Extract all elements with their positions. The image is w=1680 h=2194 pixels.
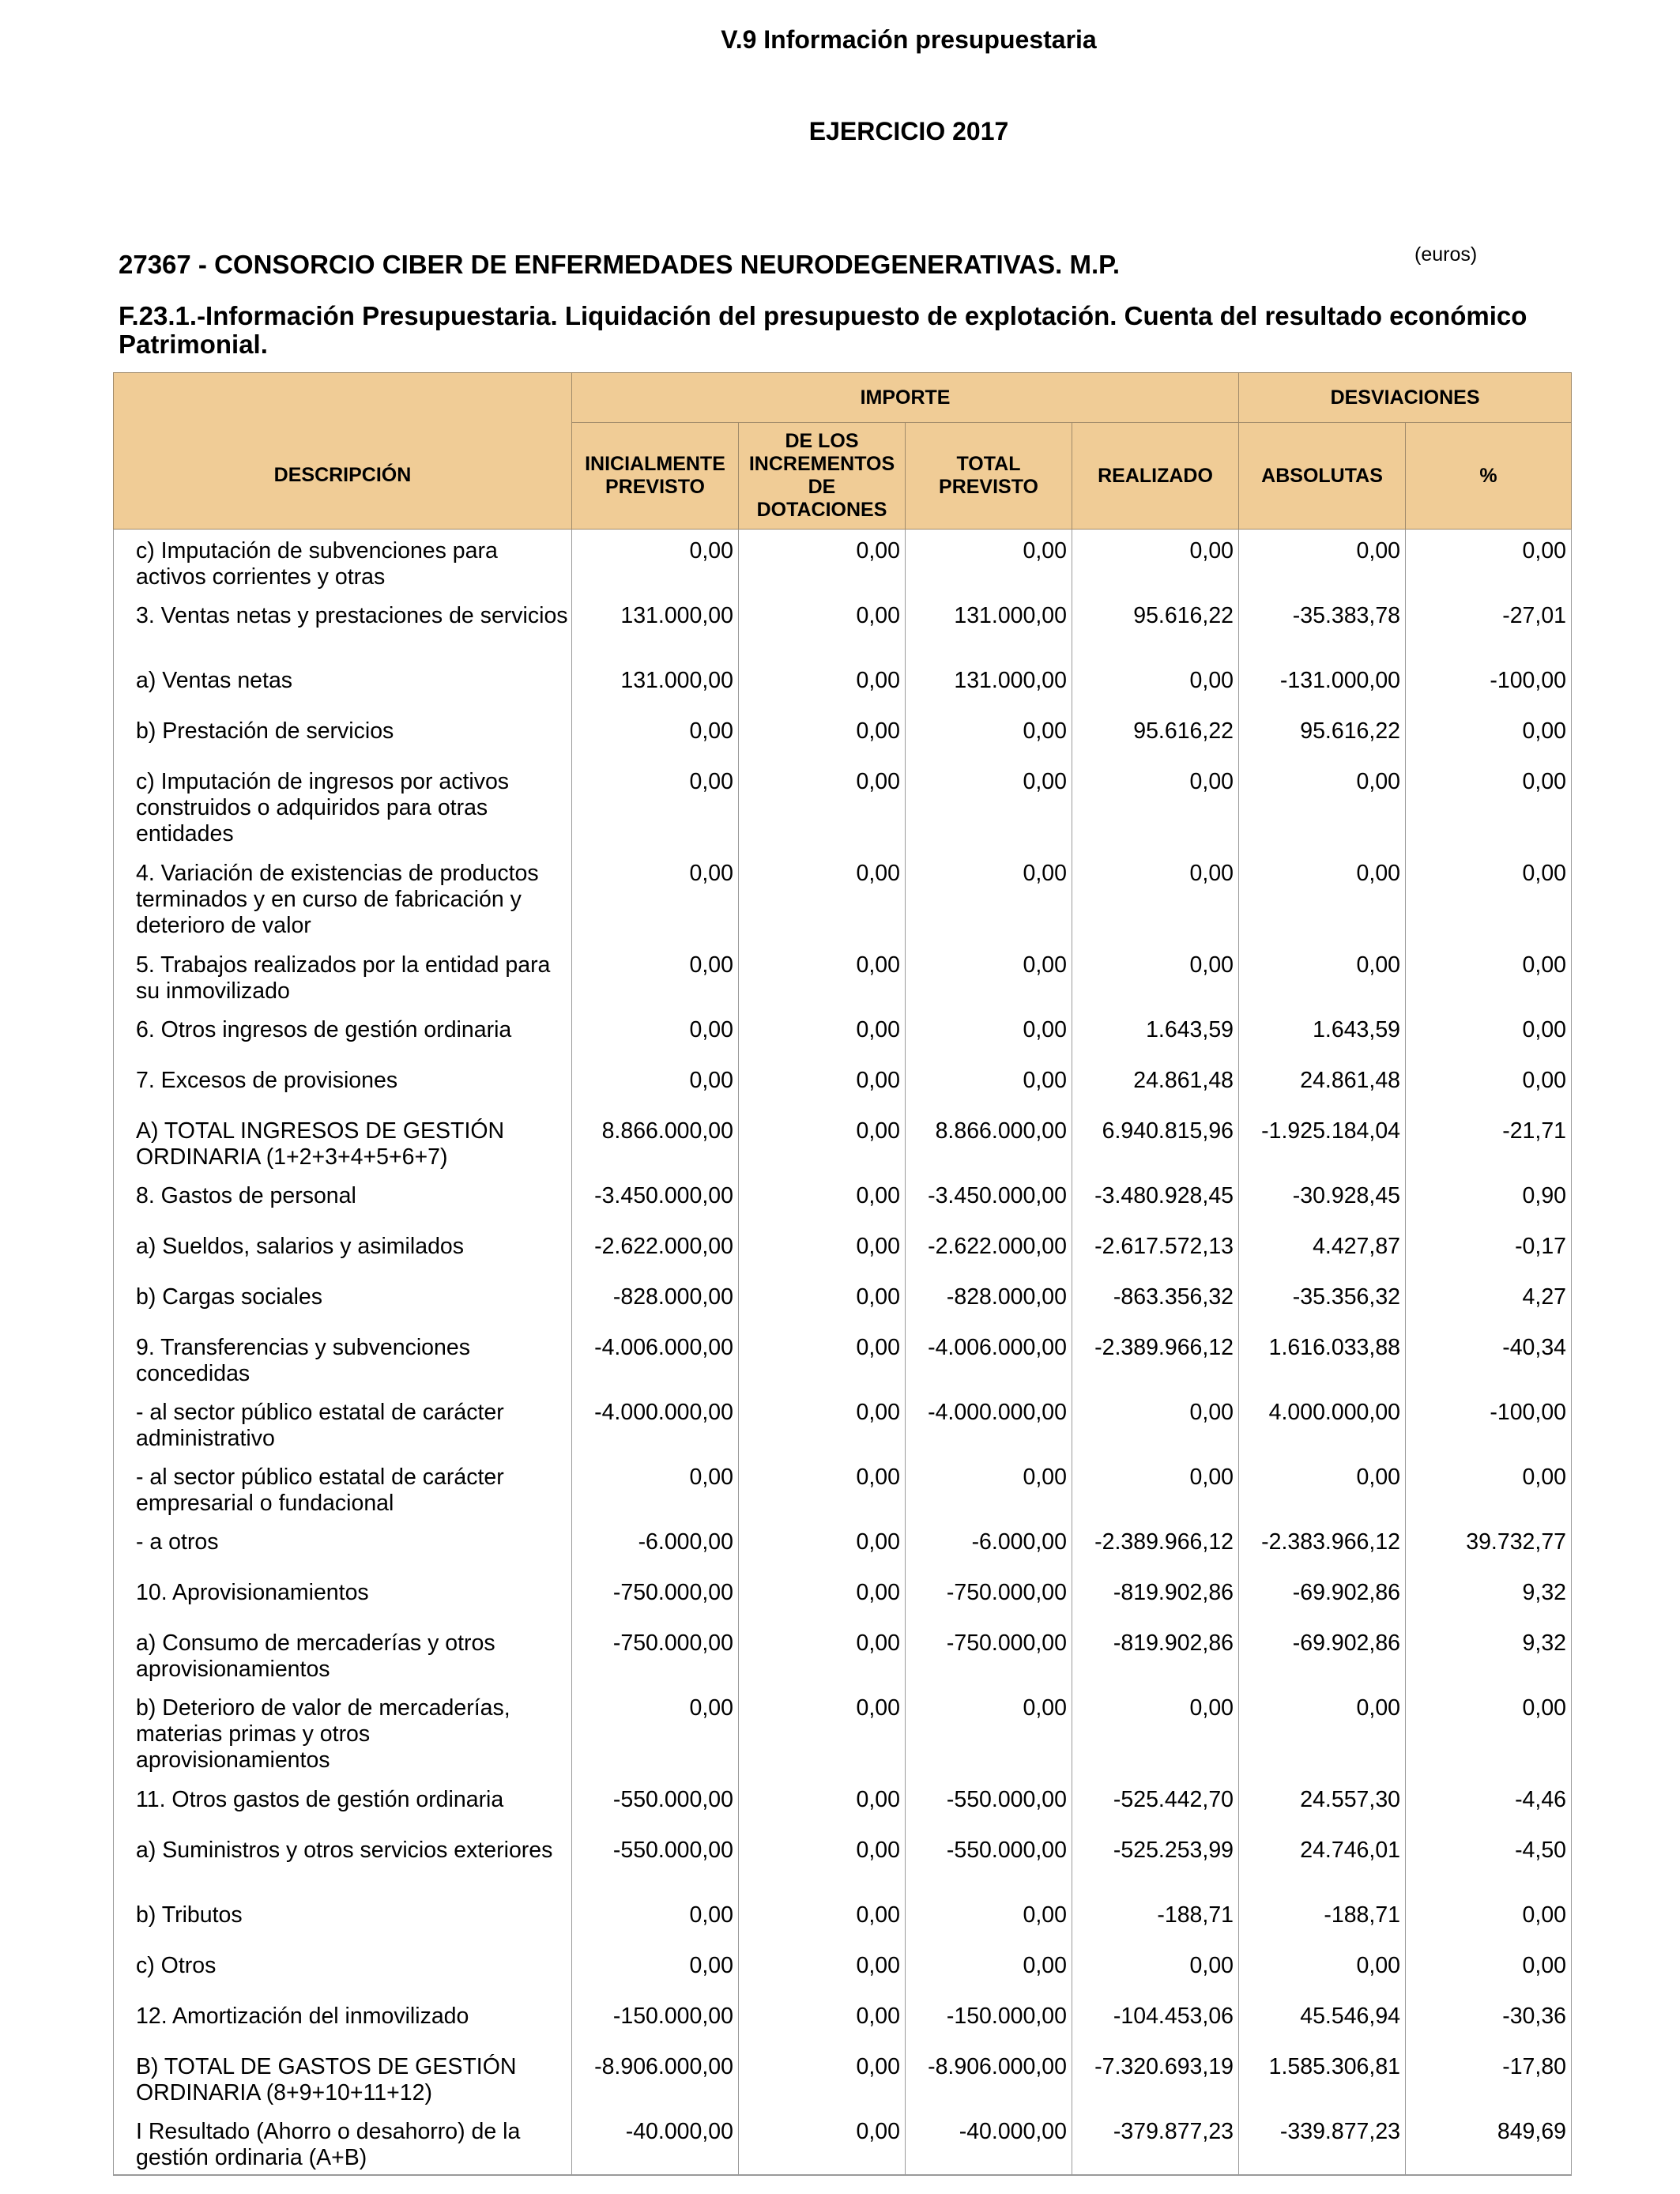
- header-corner: [114, 373, 572, 423]
- cell-realizado: 0,00: [1072, 1391, 1239, 1456]
- cell-inicialmente-previsto: -750.000,00: [572, 1622, 739, 1687]
- cell-realizado: 0,00: [1072, 530, 1239, 594]
- cell-inicialmente-previsto: 0,00: [572, 1687, 739, 1778]
- cell-incrementos: 0,00: [739, 2110, 906, 2175]
- cell-total-previsto: 131.000,00: [906, 659, 1072, 710]
- table-row: [114, 852, 1572, 944]
- section-title: V.9 Información presupuestaria: [721, 25, 1097, 54]
- table-row: [114, 944, 1572, 1008]
- cell-incrementos: 0,00: [739, 710, 906, 760]
- cell-inicialmente-previsto: 0,00: [572, 944, 739, 1008]
- cell-percent: -100,00: [1406, 1391, 1572, 1456]
- cell-incrementos: 0,00: [739, 760, 906, 852]
- table-row: [114, 1829, 1572, 1894]
- report-subtitle: F.23.1.-Información Presupuestaria. Liquidación del presupuesto de explotación. Cuenta del resultado económico Patrimonial.: [119, 301, 1527, 359]
- cell-percent: 0,00: [1406, 1894, 1572, 1944]
- row-description: 11. Otros gastos de gestión ordinaria: [114, 1778, 572, 1829]
- cell-absolutas: 0,00: [1239, 1687, 1406, 1778]
- row-description: 7. Excesos de provisiones: [114, 1059, 572, 1110]
- cell-total-previsto: 0,00: [906, 1008, 1072, 1059]
- row-description: 6. Otros ingresos de gestión ordinaria: [114, 1008, 572, 1059]
- row-description: a) Ventas netas: [114, 659, 572, 710]
- cell-percent: 4,27: [1406, 1276, 1572, 1326]
- row-description: I Resultado (Ahorro o desahorro) de la gestión ordinaria (A+B): [114, 2110, 572, 2175]
- row-description: c) Imputación de ingresos por activos construidos o adquiridos para otras entidades: [114, 760, 572, 852]
- cell-total-previsto: -750.000,00: [906, 1622, 1072, 1687]
- row-description: a) Suministros y otros servicios exteriores: [114, 1829, 572, 1894]
- cell-absolutas: 24.861,48: [1239, 1059, 1406, 1110]
- cell-inicialmente-previsto: 0,00: [572, 852, 739, 944]
- cell-inicialmente-previsto: 0,00: [572, 1894, 739, 1944]
- cell-incrementos: 0,00: [739, 1622, 906, 1687]
- cell-absolutas: 0,00: [1239, 1944, 1406, 1995]
- cell-absolutas: 0,00: [1239, 944, 1406, 1008]
- cell-total-previsto: 0,00: [906, 852, 1072, 944]
- cell-incrementos: 0,00: [739, 1059, 906, 1110]
- cell-percent: -0,17: [1406, 1225, 1572, 1276]
- cell-absolutas: -35.356,32: [1239, 1276, 1406, 1326]
- table-body: [114, 530, 1572, 2175]
- cell-incrementos: 0,00: [739, 1391, 906, 1456]
- row-description: c) Imputación de subvenciones para activos corrientes y otras: [114, 530, 572, 594]
- cell-realizado: 0,00: [1072, 760, 1239, 852]
- cell-absolutas: 0,00: [1239, 852, 1406, 944]
- cell-inicialmente-previsto: 0,00: [572, 1008, 739, 1059]
- table-row: [114, 1894, 1572, 1944]
- cell-percent: -27,01: [1406, 594, 1572, 659]
- cell-incrementos: 0,00: [739, 1829, 906, 1894]
- cell-inicialmente-previsto: -150.000,00: [572, 1995, 739, 2045]
- cell-inicialmente-previsto: 0,00: [572, 530, 739, 594]
- row-description: b) Prestación de servicios: [114, 710, 572, 760]
- cell-total-previsto: -550.000,00: [906, 1778, 1072, 1829]
- cell-realizado: 6.940.815,96: [1072, 1110, 1239, 1174]
- cell-incrementos: 0,00: [739, 1687, 906, 1778]
- table-row: [114, 760, 1572, 852]
- cell-inicialmente-previsto: -550.000,00: [572, 1829, 739, 1894]
- cell-absolutas: 0,00: [1239, 530, 1406, 594]
- cell-incrementos: 0,00: [739, 1174, 906, 1225]
- cell-realizado: -525.442,70: [1072, 1778, 1239, 1829]
- cell-realizado: 0,00: [1072, 1944, 1239, 1995]
- table-row: [114, 1391, 1572, 1456]
- cell-inicialmente-previsto: -40.000,00: [572, 2110, 739, 2175]
- cell-percent: 39.732,77: [1406, 1521, 1572, 1571]
- row-description: 10. Aprovisionamientos: [114, 1571, 572, 1622]
- cell-percent: 849,69: [1406, 2110, 1572, 2175]
- cell-total-previsto: 0,00: [906, 710, 1072, 760]
- cell-total-previsto: -6.000,00: [906, 1521, 1072, 1571]
- cell-inicialmente-previsto: 0,00: [572, 1456, 739, 1521]
- cell-realizado: 0,00: [1072, 1456, 1239, 1521]
- cell-absolutas: -1.925.184,04: [1239, 1110, 1406, 1174]
- budget-table: [113, 372, 1572, 2176]
- cell-total-previsto: -750.000,00: [906, 1571, 1072, 1622]
- cell-realizado: 0,00: [1072, 944, 1239, 1008]
- row-description: - al sector público estatal de carácter administrativo: [114, 1391, 572, 1456]
- column-header-descripcion: DESCRIPCIÓN: [114, 423, 572, 530]
- table-row: [114, 1008, 1572, 1059]
- cell-incrementos: 0,00: [739, 1008, 906, 1059]
- table-row: [114, 1456, 1572, 1521]
- cell-incrementos: 0,00: [739, 1995, 906, 2045]
- row-description: c) Otros: [114, 1944, 572, 1995]
- table-row: [114, 1276, 1572, 1326]
- cell-total-previsto: -8.906.000,00: [906, 2045, 1072, 2110]
- cell-incrementos: 0,00: [739, 1521, 906, 1571]
- cell-realizado: -2.389.966,12: [1072, 1326, 1239, 1391]
- cell-inicialmente-previsto: -750.000,00: [572, 1571, 739, 1622]
- cell-percent: 0,00: [1406, 944, 1572, 1008]
- cell-percent: 0,00: [1406, 1687, 1572, 1778]
- row-description: a) Sueldos, salarios y asimilados: [114, 1225, 572, 1276]
- cell-incrementos: 0,00: [739, 1276, 906, 1326]
- table-row: [114, 1326, 1572, 1391]
- cell-absolutas: -131.000,00: [1239, 659, 1406, 710]
- row-description: b) Cargas sociales: [114, 1276, 572, 1326]
- cell-incrementos: 0,00: [739, 1894, 906, 1944]
- cell-inicialmente-previsto: 0,00: [572, 1059, 739, 1110]
- cell-total-previsto: -828.000,00: [906, 1276, 1072, 1326]
- table-row: [114, 530, 1572, 594]
- cell-realizado: -819.902,86: [1072, 1571, 1239, 1622]
- cell-incrementos: 0,00: [739, 659, 906, 710]
- cell-incrementos: 0,00: [739, 944, 906, 1008]
- cell-percent: -100,00: [1406, 659, 1572, 710]
- cell-incrementos: 0,00: [739, 1110, 906, 1174]
- row-description: 9. Transferencias y subvenciones concedidas: [114, 1326, 572, 1391]
- cell-percent: -17,80: [1406, 2045, 1572, 2110]
- cell-percent: 0,90: [1406, 1174, 1572, 1225]
- cell-total-previsto: -2.622.000,00: [906, 1225, 1072, 1276]
- cell-realizado: -819.902,86: [1072, 1622, 1239, 1687]
- cell-realizado: -3.480.928,45: [1072, 1174, 1239, 1225]
- cell-total-previsto: 0,00: [906, 530, 1072, 594]
- cell-absolutas: -30.928,45: [1239, 1174, 1406, 1225]
- cell-percent: 0,00: [1406, 760, 1572, 852]
- cell-absolutas: -69.902,86: [1239, 1571, 1406, 1622]
- cell-inicialmente-previsto: 0,00: [572, 1944, 739, 1995]
- cell-absolutas: 95.616,22: [1239, 710, 1406, 760]
- cell-total-previsto: 0,00: [906, 944, 1072, 1008]
- row-description: - al sector público estatal de carácter empresarial o fundacional: [114, 1456, 572, 1521]
- cell-absolutas: 0,00: [1239, 760, 1406, 852]
- cell-realizado: -7.320.693,19: [1072, 2045, 1239, 2110]
- column-header-total-previsto: TOTAL PREVISTO: [906, 423, 1072, 530]
- row-description: A) TOTAL INGRESOS DE GESTIÓN ORDINARIA (1+2+3+4+5+6+7): [114, 1110, 572, 1174]
- table-row: [114, 594, 1572, 659]
- row-description: b) Tributos: [114, 1894, 572, 1944]
- cell-absolutas: 24.557,30: [1239, 1778, 1406, 1829]
- table-row: [114, 659, 1572, 710]
- cell-incrementos: 0,00: [739, 2045, 906, 2110]
- cell-realizado: -2.617.572,13: [1072, 1225, 1239, 1276]
- cell-incrementos: 0,00: [739, 1778, 906, 1829]
- cell-total-previsto: 0,00: [906, 1456, 1072, 1521]
- cell-total-previsto: 0,00: [906, 1944, 1072, 1995]
- cell-realizado: 0,00: [1072, 852, 1239, 944]
- row-description: 5. Trabajos realizados por la entidad para su inmovilizado: [114, 944, 572, 1008]
- cell-total-previsto: 0,00: [906, 760, 1072, 852]
- exercise-title: EJERCICIO 2017: [808, 117, 1009, 145]
- table-row: [114, 1944, 1572, 1995]
- row-description: B) TOTAL DE GASTOS DE GESTIÓN ORDINARIA (8+9+10+11+12): [114, 2045, 572, 2110]
- cell-realizado: 0,00: [1072, 659, 1239, 710]
- cell-total-previsto: 0,00: [906, 1687, 1072, 1778]
- cell-realizado: 24.861,48: [1072, 1059, 1239, 1110]
- cell-inicialmente-previsto: -3.450.000,00: [572, 1174, 739, 1225]
- column-header-realizado: REALIZADO: [1072, 423, 1239, 530]
- cell-total-previsto: -40.000,00: [906, 2110, 1072, 2175]
- cell-realizado: 95.616,22: [1072, 710, 1239, 760]
- table-row: [114, 2110, 1572, 2175]
- cell-absolutas: -339.877,23: [1239, 2110, 1406, 2175]
- cell-absolutas: 1.585.306,81: [1239, 2045, 1406, 2110]
- cell-absolutas: 24.746,01: [1239, 1829, 1406, 1894]
- cell-inicialmente-previsto: -2.622.000,00: [572, 1225, 739, 1276]
- cell-percent: -4,46: [1406, 1778, 1572, 1829]
- cell-percent: 0,00: [1406, 1059, 1572, 1110]
- cell-inicialmente-previsto: 0,00: [572, 760, 739, 852]
- cell-realizado: -379.877,23: [1072, 2110, 1239, 2175]
- cell-percent: 9,32: [1406, 1622, 1572, 1687]
- table-row: [114, 2045, 1572, 2110]
- table-row: [114, 1778, 1572, 1829]
- cell-total-previsto: 0,00: [906, 1059, 1072, 1110]
- column-header-percent: %: [1406, 423, 1572, 530]
- cell-absolutas: -188,71: [1239, 1894, 1406, 1944]
- cell-inicialmente-previsto: 8.866.000,00: [572, 1110, 739, 1174]
- table-row: [114, 1995, 1572, 2045]
- cell-inicialmente-previsto: -550.000,00: [572, 1778, 739, 1829]
- cell-inicialmente-previsto: -4.000.000,00: [572, 1391, 739, 1456]
- cell-incrementos: 0,00: [739, 1456, 906, 1521]
- cell-total-previsto: -550.000,00: [906, 1829, 1072, 1894]
- cell-percent: -40,34: [1406, 1326, 1572, 1391]
- cell-realizado: -188,71: [1072, 1894, 1239, 1944]
- cell-percent: 0,00: [1406, 1008, 1572, 1059]
- row-description: b) Deterioro de valor de mercaderías, materias primas y otros aprovisionamientos: [114, 1687, 572, 1778]
- row-description: a) Consumo de mercaderías y otros aprovisionamientos: [114, 1622, 572, 1687]
- column-header-incrementos: DE LOS INCREMENTOS DE DOTACIONES: [739, 423, 906, 530]
- table-row: [114, 1622, 1572, 1687]
- row-description: - a otros: [114, 1521, 572, 1571]
- table-row: [114, 1225, 1572, 1276]
- cell-realizado: -525.253,99: [1072, 1829, 1239, 1894]
- cell-percent: 0,00: [1406, 530, 1572, 594]
- cell-incrementos: 0,00: [739, 1225, 906, 1276]
- cell-percent: -4,50: [1406, 1829, 1572, 1894]
- cell-realizado: 0,00: [1072, 1687, 1239, 1778]
- cell-absolutas: -35.383,78: [1239, 594, 1406, 659]
- table-row: [114, 1571, 1572, 1622]
- column-header-inicialmente-previsto: INICIALMENTE PREVISTO: [572, 423, 739, 530]
- row-description: 12. Amortización del inmovilizado: [114, 1995, 572, 2045]
- row-description: 3. Ventas netas y prestaciones de servicios: [114, 594, 572, 659]
- cell-percent: 0,00: [1406, 1456, 1572, 1521]
- cell-absolutas: 1.616.033,88: [1239, 1326, 1406, 1391]
- group-header-importe: IMPORTE: [572, 373, 1239, 423]
- cell-realizado: 95.616,22: [1072, 594, 1239, 659]
- cell-absolutas: 1.643,59: [1239, 1008, 1406, 1059]
- table-row: [114, 1687, 1572, 1778]
- cell-total-previsto: 0,00: [906, 1894, 1072, 1944]
- cell-inicialmente-previsto: 131.000,00: [572, 594, 739, 659]
- table-row: [114, 1110, 1572, 1174]
- cell-total-previsto: -150.000,00: [906, 1995, 1072, 2045]
- cell-inicialmente-previsto: 0,00: [572, 710, 739, 760]
- cell-incrementos: 0,00: [739, 1944, 906, 1995]
- entity-title: 27367 - CONSORCIO CIBER DE ENFERMEDADES NEURODEGENERATIVAS. M.P.: [119, 250, 1121, 279]
- column-header-absolutas: ABSOLUTAS: [1239, 423, 1406, 530]
- cell-total-previsto: 8.866.000,00: [906, 1110, 1072, 1174]
- table-row: [114, 1174, 1572, 1225]
- cell-incrementos: 0,00: [739, 1326, 906, 1391]
- cell-percent: 0,00: [1406, 710, 1572, 760]
- cell-total-previsto: -3.450.000,00: [906, 1174, 1072, 1225]
- cell-absolutas: -69.902,86: [1239, 1622, 1406, 1687]
- cell-absolutas: 45.546,94: [1239, 1995, 1406, 2045]
- cell-absolutas: 4.427,87: [1239, 1225, 1406, 1276]
- cell-incrementos: 0,00: [739, 852, 906, 944]
- cell-realizado: -104.453,06: [1072, 1995, 1239, 2045]
- cell-realizado: 1.643,59: [1072, 1008, 1239, 1059]
- cell-realizado: -863.356,32: [1072, 1276, 1239, 1326]
- cell-total-previsto: -4.006.000,00: [906, 1326, 1072, 1391]
- cell-inicialmente-previsto: 131.000,00: [572, 659, 739, 710]
- group-header-desviaciones: DESVIACIONES: [1239, 373, 1572, 423]
- cell-total-previsto: 131.000,00: [906, 594, 1072, 659]
- cell-inicialmente-previsto: -8.906.000,00: [572, 2045, 739, 2110]
- cell-absolutas: -2.383.966,12: [1239, 1521, 1406, 1571]
- cell-percent: -30,36: [1406, 1995, 1572, 2045]
- cell-realizado: -2.389.966,12: [1072, 1521, 1239, 1571]
- cell-inicialmente-previsto: -828.000,00: [572, 1276, 739, 1326]
- table-row: [114, 1521, 1572, 1571]
- cell-incrementos: 0,00: [739, 530, 906, 594]
- cell-absolutas: 0,00: [1239, 1456, 1406, 1521]
- cell-absolutas: 4.000.000,00: [1239, 1391, 1406, 1456]
- row-description: 4. Variación de existencias de productos terminados y en curso de fabricación y deterioro de valor: [114, 852, 572, 944]
- units-label: (euros): [1414, 243, 1478, 266]
- cell-total-previsto: -4.000.000,00: [906, 1391, 1072, 1456]
- cell-inicialmente-previsto: -4.006.000,00: [572, 1326, 739, 1391]
- row-description: 8. Gastos de personal: [114, 1174, 572, 1225]
- cell-inicialmente-previsto: -6.000,00: [572, 1521, 739, 1571]
- cell-percent: 0,00: [1406, 1944, 1572, 1995]
- cell-percent: 0,00: [1406, 852, 1572, 944]
- table-row: [114, 1059, 1572, 1110]
- cell-incrementos: 0,00: [739, 594, 906, 659]
- cell-percent: 9,32: [1406, 1571, 1572, 1622]
- cell-incrementos: 0,00: [739, 1571, 906, 1622]
- table-row: [114, 710, 1572, 760]
- cell-percent: -21,71: [1406, 1110, 1572, 1174]
